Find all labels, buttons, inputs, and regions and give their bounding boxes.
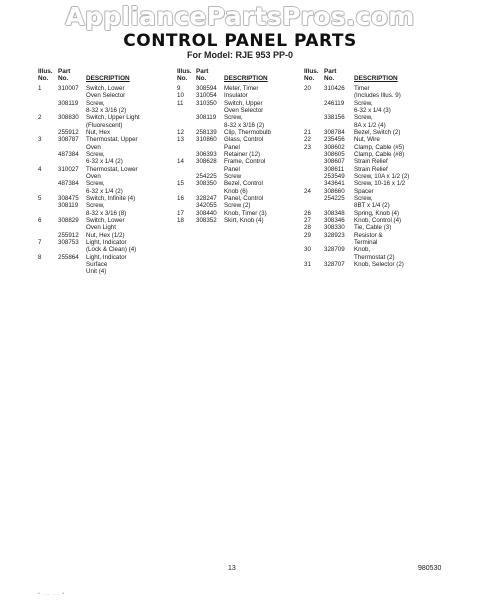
part-number: 255912 — [58, 231, 79, 239]
part-description: Switch, Infinite (4) — [86, 194, 136, 202]
part-number: 328923 — [324, 231, 345, 239]
illus-number: 24 — [304, 187, 311, 195]
part-row — [38, 217, 172, 232]
part-description: Clamp, Cable (#5) — [354, 143, 405, 151]
header-description: DESCRIPTION — [86, 75, 130, 83]
part-description: Switch, Lower Oven Light — [86, 217, 125, 232]
illus-number — [304, 100, 324, 115]
column-header — [304, 68, 430, 83]
illus-number: 26 — [304, 209, 311, 217]
illus-number: 2 — [38, 114, 42, 122]
part-number: 254225 — [196, 172, 217, 180]
part-row — [38, 100, 172, 115]
part-description: Screw, 8-32 x 3/16 (2) — [86, 99, 127, 114]
part-row — [38, 114, 172, 129]
part-row — [304, 188, 430, 195]
part-row — [38, 85, 172, 100]
part-number: 310027 — [58, 165, 79, 173]
part-row — [304, 232, 430, 247]
part-number: 254225 — [324, 194, 345, 202]
part-description: Glass, Control Panel — [224, 136, 264, 151]
illus-number: 11 — [177, 99, 184, 107]
part-number: 487384 — [58, 150, 79, 158]
part-number: 308350 — [196, 180, 217, 188]
part-number: 308348 — [324, 209, 345, 217]
column-header — [177, 68, 300, 83]
illus-number — [38, 129, 58, 136]
part-description: Switch, Lower Oven Selector — [86, 84, 126, 100]
part-description: Thermostat, Upper Oven — [86, 136, 138, 151]
header-description: DESCRIPTION — [224, 75, 268, 83]
part-number: 487384 — [58, 180, 79, 188]
part-number: 328707 — [324, 261, 345, 269]
illus-number — [38, 202, 58, 217]
part-description: Spring, Knob (4) — [354, 209, 400, 217]
part-description: Screw, 6-32 x 1/4 (3) — [354, 99, 391, 114]
part-number: 310426 — [324, 84, 345, 92]
illus-number: 4 — [38, 165, 42, 173]
part-row — [304, 85, 430, 100]
illus-number: 10 — [177, 92, 184, 100]
part-number: 310007 — [58, 84, 79, 92]
part-description: Clip, Thermobulb — [224, 128, 272, 136]
part-row — [177, 100, 300, 115]
illus-number — [38, 151, 58, 166]
part-number: 308602 — [324, 143, 345, 151]
illus-number — [304, 173, 324, 180]
part-number: 338156 — [324, 114, 345, 122]
part-number: 306393 — [196, 150, 217, 158]
part-row — [304, 158, 430, 165]
illus-number — [38, 232, 58, 239]
part-number: 343641 — [324, 180, 345, 188]
part-row — [304, 210, 430, 217]
part-row — [304, 217, 430, 224]
illus-number: 21 — [304, 128, 311, 136]
part-row — [304, 166, 430, 173]
illus-number — [177, 202, 196, 209]
model-subtitle: For Model: RJE 953 PP-0 — [186, 50, 294, 60]
part-row — [177, 195, 300, 202]
part-row — [177, 202, 300, 209]
part-number: 342055 — [196, 202, 217, 210]
illus-number: 5 — [38, 194, 42, 202]
part-row — [304, 144, 430, 151]
part-description: Strain Relief — [354, 158, 388, 166]
illus-number: 16 — [177, 194, 184, 202]
part-row — [304, 195, 430, 210]
part-number: 253549 — [324, 172, 345, 180]
part-description: Screw, 6-32 x 1/4 (2) — [86, 150, 123, 166]
part-row — [304, 224, 430, 231]
parts-column-2 — [177, 68, 300, 224]
illus-number — [177, 151, 196, 158]
page-title: CONTROL PANEL PARTS — [123, 31, 357, 51]
part-row — [304, 136, 430, 143]
illus-number: 23 — [304, 143, 311, 151]
part-number: 308784 — [324, 128, 345, 136]
part-row — [38, 195, 172, 202]
part-description: Bezel, Control Knob (6) — [224, 180, 263, 195]
illus-number: 14 — [177, 158, 184, 166]
part-number: 310860 — [196, 136, 217, 144]
part-number: 328247 — [196, 194, 217, 202]
part-description: Meter, Timer — [224, 84, 259, 92]
page-number: 13 — [228, 565, 236, 572]
part-row — [38, 232, 172, 239]
part-row — [38, 166, 172, 181]
illus-number: 27 — [304, 217, 311, 224]
part-number: 308119 — [58, 202, 79, 210]
part-number: 310350 — [196, 99, 217, 107]
part-description: Nut, Hex (1/2) — [86, 231, 125, 239]
illus-number: 31 — [304, 261, 311, 269]
header-description: DESCRIPTION — [354, 75, 398, 83]
part-description: Retainer (12) — [224, 150, 261, 158]
part-row — [304, 180, 430, 187]
illus-number: 7 — [38, 239, 42, 247]
part-description: Strain Relief — [354, 165, 388, 173]
part-description: Panel, Control — [224, 194, 264, 202]
part-description: Knob, Timer (3) — [224, 209, 267, 217]
column-header — [38, 68, 172, 83]
part-description: Switch, Upper Light (Fluorescent) — [86, 114, 140, 129]
illus-number — [177, 114, 196, 129]
part-number: 310054 — [196, 92, 217, 100]
part-description: Screw, 10-16 x 1/2 — [354, 180, 406, 188]
header-part-no: Part No. — [324, 68, 337, 83]
illus-number — [304, 114, 324, 129]
part-number: 308594 — [196, 84, 217, 92]
part-description: Light, Indicator (Lock & Clean) (4) — [86, 239, 137, 254]
part-description: Screw, 8A x 1/2 (4) — [354, 114, 386, 129]
header-illus-no: Illus. No. — [177, 68, 192, 83]
part-description: Resistor & Terminal — [354, 231, 383, 247]
part-description: Light, Indicator Surface Unit (4) — [86, 253, 127, 276]
part-row — [177, 180, 300, 195]
header-illus-no: Illus. No. — [304, 68, 319, 83]
part-number: 308628 — [196, 158, 217, 166]
part-row — [304, 100, 430, 115]
illus-number: 22 — [304, 136, 311, 144]
part-row — [38, 136, 172, 151]
part-number: 308330 — [324, 224, 345, 232]
part-description: Tie, Cable (3) — [354, 224, 392, 232]
part-description: Nut, Hex — [86, 128, 111, 136]
part-number: 308830 — [58, 114, 79, 122]
part-row — [304, 246, 430, 261]
illus-number: 30 — [304, 246, 311, 254]
part-number: 235456 — [324, 136, 345, 144]
part-number: 255912 — [58, 128, 79, 136]
part-number: 308352 — [196, 217, 217, 224]
part-description: Knob, Thermostat (2) — [354, 246, 395, 261]
part-description: Screw, 6-32 x 1/4 (2) — [86, 180, 123, 195]
part-number: 308475 — [58, 194, 79, 202]
part-row — [177, 173, 300, 180]
part-number: 308346 — [324, 217, 345, 224]
part-number: 328709 — [324, 246, 345, 254]
part-description: Insulator — [224, 92, 248, 100]
part-description: Nut, Wire — [354, 136, 380, 144]
part-number: 308787 — [58, 136, 79, 144]
part-row — [38, 202, 172, 217]
illus-number — [304, 166, 324, 173]
part-description: Screw, 8-32 x 3/16 (8) — [86, 202, 127, 217]
illus-number: 20 — [304, 84, 311, 92]
illus-number: 1 — [38, 84, 42, 92]
part-row — [38, 151, 172, 166]
header-part-no: Part No. — [196, 68, 209, 83]
part-row — [304, 114, 430, 129]
part-description: Bezel, Switch (2) — [354, 128, 401, 136]
illus-number: 3 — [38, 136, 42, 144]
illus-number: 28 — [304, 224, 311, 232]
part-description: Screw — [224, 172, 242, 180]
illus-number: 17 — [177, 209, 184, 217]
part-number: 308753 — [58, 239, 79, 247]
part-row — [38, 180, 172, 195]
part-number: 308119 — [58, 99, 79, 107]
illus-number: 13 — [177, 136, 184, 144]
illus-number: 15 — [177, 180, 184, 188]
parts-column-3 — [304, 68, 430, 268]
illus-number: 29 — [304, 231, 311, 239]
part-row — [38, 239, 172, 254]
part-description: Knob, Selector (2) — [354, 261, 404, 269]
document-code: 980530 — [418, 565, 442, 572]
part-number: 308829 — [58, 217, 79, 224]
part-description: Thermostat, Lower Oven — [86, 165, 138, 180]
illus-number — [38, 100, 58, 115]
scan-marks: • ... ... • — [38, 591, 66, 597]
part-row — [304, 261, 430, 268]
part-row — [177, 210, 300, 217]
part-description: Spacer — [354, 187, 374, 195]
part-row — [304, 129, 430, 136]
part-number: 246119 — [324, 99, 345, 107]
illus-number: 12 — [177, 128, 184, 136]
header-part-no: Part No. — [58, 68, 71, 83]
part-description: Screw, 8BT x 1/4 (2) — [354, 194, 390, 210]
illus-number: 8 — [38, 253, 42, 261]
part-row — [177, 129, 300, 136]
part-row — [177, 151, 300, 158]
illus-number — [304, 158, 324, 165]
illus-number — [304, 180, 324, 187]
part-description: Skirt, Knob (4) — [224, 217, 264, 224]
part-row — [304, 151, 430, 158]
part-number: 308660 — [324, 187, 345, 195]
part-description: Switch, Upper Oven Selector — [224, 99, 264, 114]
part-description: Screw, 10A x 1/2 (2) — [354, 172, 410, 180]
illus-number — [38, 180, 58, 195]
part-description: Screw, 8-32 x 3/16 (2) — [224, 114, 265, 129]
part-row — [177, 217, 300, 224]
part-number: 255864 — [58, 253, 79, 261]
illus-number — [304, 151, 324, 158]
illus-number: 18 — [177, 217, 184, 224]
illus-number — [177, 173, 196, 180]
part-number: 308611 — [324, 165, 345, 173]
part-row — [38, 129, 172, 136]
part-row — [177, 158, 300, 173]
part-description: Frame, Control Panel — [224, 158, 266, 173]
part-description: Clamp, Cable (#8) — [354, 150, 405, 158]
header-illus-no: Illus. No. — [38, 68, 53, 83]
parts-column-1 — [38, 68, 172, 276]
part-number: 308440 — [196, 209, 217, 217]
watermark: AppliancePartsPros.com — [65, 2, 415, 31]
part-row — [177, 92, 300, 99]
part-row — [177, 136, 300, 151]
illus-number: 6 — [38, 217, 42, 224]
illus-number — [304, 195, 324, 210]
part-row — [177, 114, 300, 129]
part-description: Screw (2) — [224, 202, 251, 210]
part-number: 308605 — [324, 150, 345, 158]
part-row — [38, 254, 172, 276]
part-description: Knob, Control (4) — [354, 217, 402, 224]
part-number: 308119 — [196, 114, 217, 122]
part-number: 308607 — [324, 158, 345, 166]
part-row — [177, 85, 300, 92]
part-number: 258139 — [196, 128, 217, 136]
part-row — [304, 173, 430, 180]
illus-number: 9 — [177, 84, 181, 92]
part-description: Timer (Includes Illus. 9) — [354, 84, 401, 100]
